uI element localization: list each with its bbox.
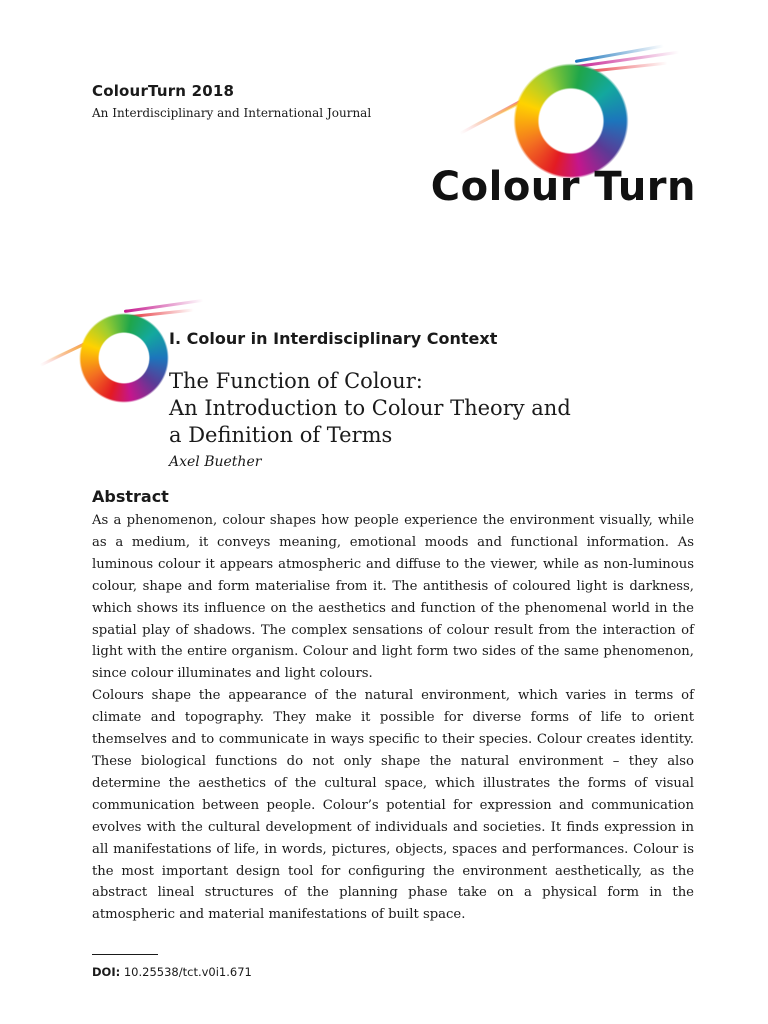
article-title-line: The Function of Colour: (169, 369, 423, 393)
article-title-line: An Introduction to Colour Theory and (169, 396, 571, 420)
journal-name: ColourTurn 2018 (92, 82, 235, 100)
abstract-paragraph: Colours shape the appearance of the natural environment, which varies in terms of climate and topography. They make it possible for diverse forms of life to orient themselves and to communicate in ways specific to their species. Colour creates identity. These biological functions do not only shape the natural environment – they also determine the aesthetics of the cultural space, which illustrates the forms of visual communication between people. Colour’s potential for expression and communication evolves with the cultural development of individuals and societies. It finds expression in all manifestations of life, in words, pictures, objects, spaces and performances. Colour is the most important design tool for configuring the environment aesthetically, as the abstract lineal structures of the planning phase take on a physical form in the atmospheric and material manifestations of built space. (92, 688, 694, 923)
footnote-divider (92, 954, 158, 955)
article-title (169, 368, 639, 449)
doi-label: DOI: (92, 965, 121, 979)
journal-subtitle: An Interdisciplinary and International Journal (92, 106, 372, 120)
section-heading: I. Colour in Interdisciplinary Context (169, 329, 498, 348)
author-name: Axel Buether (169, 454, 262, 470)
abstract-body (92, 510, 694, 926)
abstract-paragraph: As a phenomenon, colour shapes how people experience the environment visually, while as a medium, it conveys meaning, emotional moods and functional information. As luminous colour it appears atmospheric and diffuse to the viewer, while as non-luminous colour, shape and form materialise from it. The antithesis of coloured light is darkness, which shows its influence on the aesthetics and function of the phenomenal world in the spatial play of shadows. The complex sensations of colour result from the interaction of light with the entire organism. Colour and light form two sides of the same phenomenon, since colour illuminates and light colours. (92, 513, 694, 682)
rainbow-brush-ring-icon (450, 40, 690, 180)
doi-line (92, 965, 252, 979)
abstract-heading: Abstract (92, 487, 169, 506)
brand-title: Colour Turn (430, 164, 696, 210)
article-title-line: a Definition of Terms (169, 423, 393, 447)
doi-link[interactable]: 10.25538/tct.v0i1.671 (123, 965, 252, 979)
